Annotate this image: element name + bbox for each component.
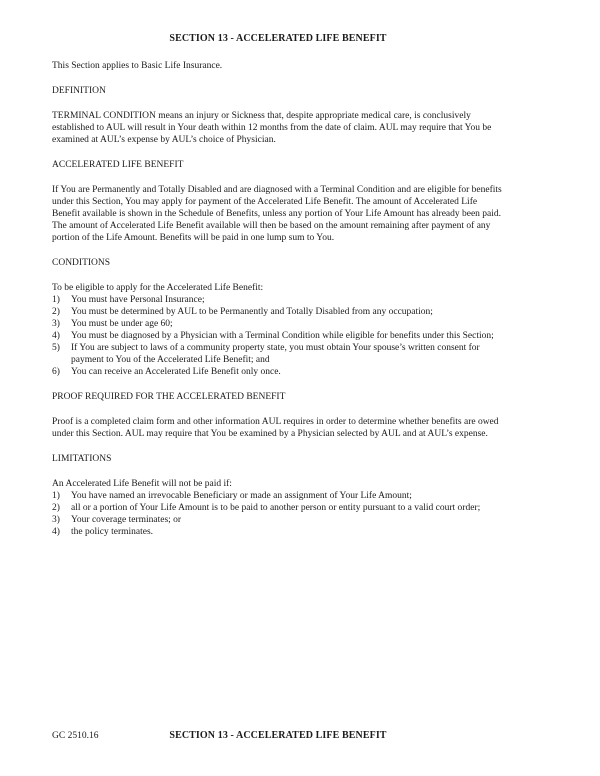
list-item-text: You can receive an Accelerated Life Benefit only once. xyxy=(71,367,281,377)
list-item-number: 3) xyxy=(52,319,60,329)
footer-section-title: SECTION 13 - ACCELERATED LIFE BENEFIT xyxy=(169,730,387,741)
form-number: GC 2510.16 xyxy=(52,731,99,741)
list-item xyxy=(52,294,504,306)
proof-paragraph: Proof is a completed claim form and other information AUL requires in order to determine whether benefits are owed under this Section. AUL may require that You be examined by a Physician selected by AUL and at AUL’s expense. xyxy=(52,417,499,439)
list-item-number: 3) xyxy=(52,515,60,525)
list-item xyxy=(52,366,504,378)
list-item-number: 5) xyxy=(52,343,60,353)
list-item xyxy=(52,318,504,330)
list-item-number: 2) xyxy=(52,307,60,317)
list-item-text: You must have Personal Insurance; xyxy=(71,295,205,305)
list-item-text: You must be diagnosed by a Physician with a Terminal Condition while eligible for benefits under this Section; xyxy=(71,331,494,341)
intro-text: This Section applies to Basic Life Insurance. xyxy=(52,61,223,71)
list-item xyxy=(52,526,504,538)
list-item-number: 4) xyxy=(52,331,60,341)
limitations-lead: An Accelerated Life Benefit will not be paid if: xyxy=(52,479,232,489)
list-item-number: 6) xyxy=(52,367,60,377)
list-item xyxy=(52,502,504,514)
heading-definition: DEFINITION xyxy=(52,86,106,96)
list-item xyxy=(52,306,504,318)
definition-paragraph: TERMINAL CONDITION means an injury or Sickness that, despite appropriate medical care, is conclusively established to AUL will result in Your death within 12 months from the date of claim. AUL may require that You be examined at AUL’s expense by AUL’s choice of Physician. xyxy=(52,111,492,145)
list-item-number: 4) xyxy=(52,527,60,537)
page-footer xyxy=(52,730,504,742)
list-item-text: all or a portion of Your Life Amount is to be paid to another person or entity pursuant to a valid court order; xyxy=(71,503,481,513)
list-item xyxy=(52,330,504,342)
list-item-number: 1) xyxy=(52,295,60,305)
list-item-number: 2) xyxy=(52,503,60,513)
page-title: SECTION 13 - ACCELERATED LIFE BENEFIT xyxy=(169,33,387,44)
document-content xyxy=(52,33,504,551)
list-item-number: 1) xyxy=(52,491,60,501)
accelerated-life-benefit-paragraph: If You are Permanently and Totally Disabled and are diagnosed with a Terminal Condition and are eligible for benefits under this Section, You may apply for payment of the Accelerated Life Benefit. The amount of Accelerated Life Benefit available is shown in the Schedule of Benefits, unless any portion of Your Life Amount has already been paid. The amount of Accelerated Life Benefit available will then be based on the amount remaining after payment of any portion of the Life Amount. Benefits will be paid in one lump sum to You. xyxy=(52,185,502,243)
list-item xyxy=(52,490,504,502)
heading-limitations: LIMITATIONS xyxy=(52,454,112,464)
list-item-text: You must be under age 60; xyxy=(71,319,173,329)
list-item xyxy=(52,514,504,526)
heading-proof-required: PROOF REQUIRED FOR THE ACCELERATED BENEFIT xyxy=(52,392,286,402)
list-item-text: If You are subject to laws of a community property state, you must obtain Your spouse’s written consent for payment to You of the Accelerated Life Benefit; and xyxy=(71,343,480,365)
list-item-text: Your coverage terminates; or xyxy=(71,515,182,525)
list-item-text: the policy terminates. xyxy=(71,527,154,537)
list-item xyxy=(52,342,504,366)
list-item-text: You must be determined by AUL to be Permanently and Totally Disabled from any occupation; xyxy=(71,307,433,317)
heading-conditions: CONDITIONS xyxy=(52,258,111,268)
heading-accelerated-life-benefit: ACCELERATED LIFE BENEFIT xyxy=(52,160,184,170)
list-item-text: You have named an irrevocable Beneficiary or made an assignment of Your Life Amount; xyxy=(71,491,412,501)
limitations-list xyxy=(52,478,504,538)
conditions-list xyxy=(52,282,504,378)
conditions-lead: To be eligible to apply for the Accelerated Life Benefit: xyxy=(52,283,264,293)
